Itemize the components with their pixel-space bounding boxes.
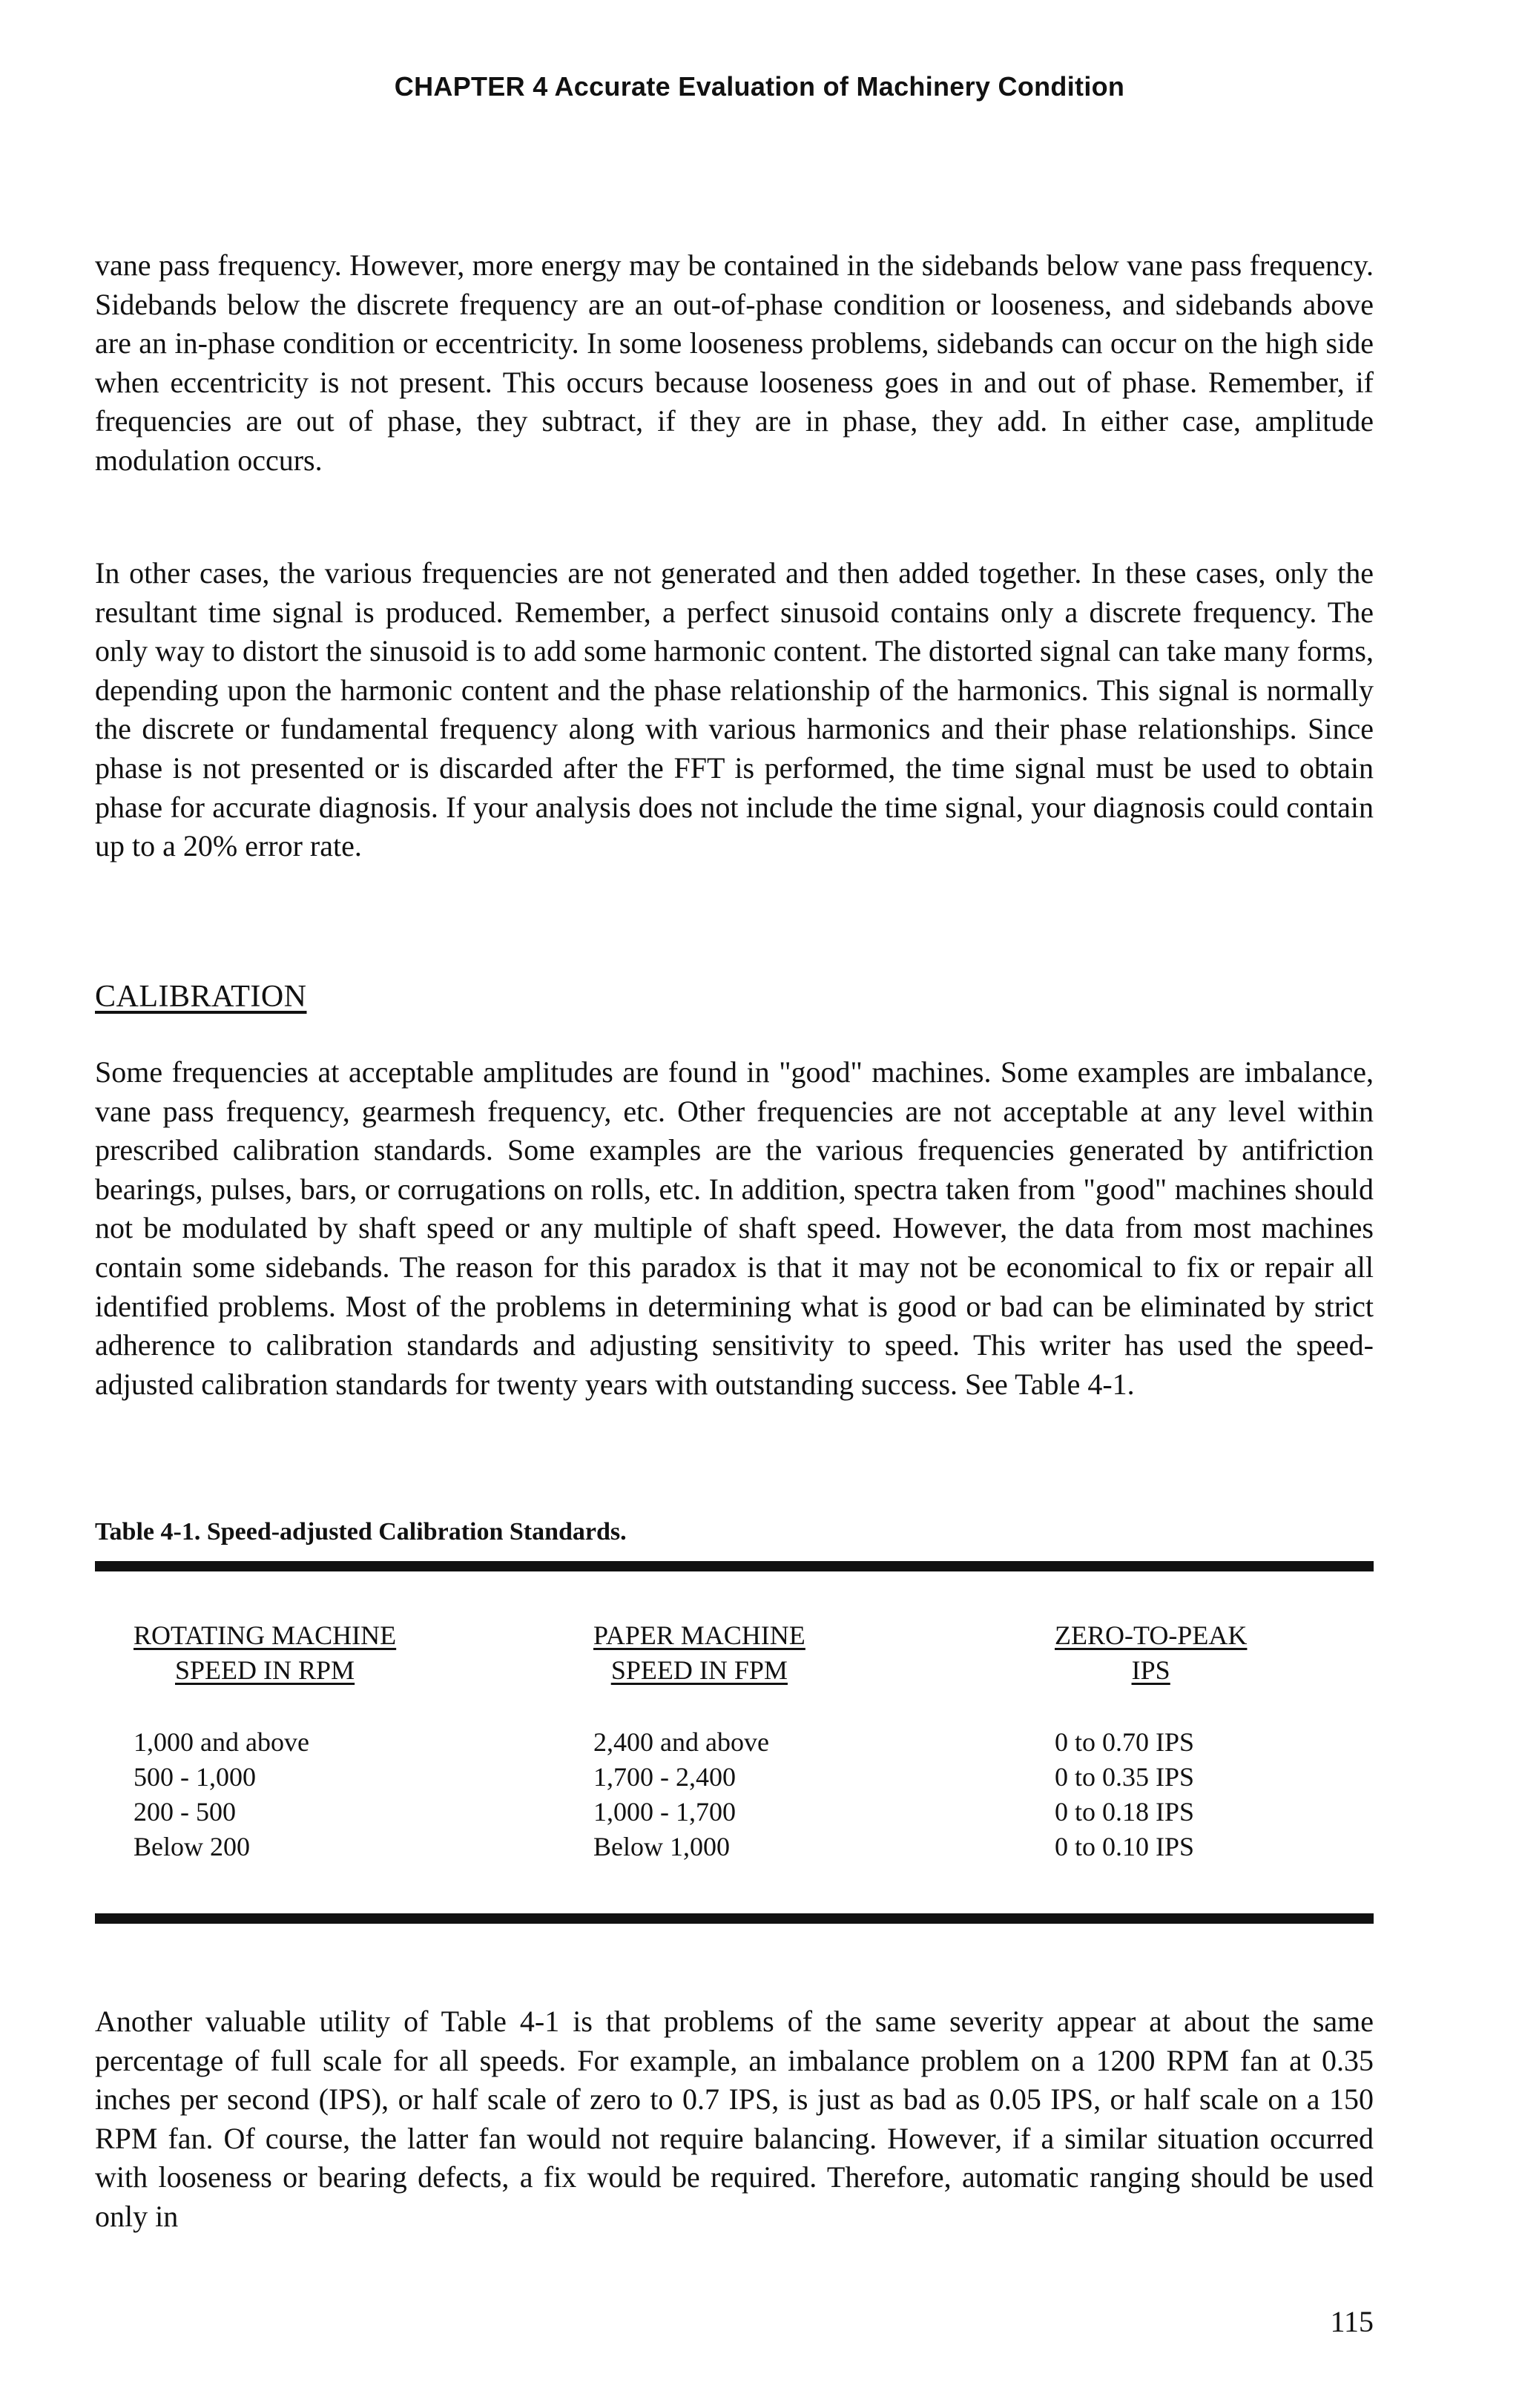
paragraph-vane-pass: vane pass frequency. However, more energy may be contained in the sidebands below vane pass frequency. Sidebands below the discrete frequency are an out-of-phase condition or looseness, and sidebands above are an in-phase condition or eccentricity. In some looseness problems, sidebands can occur on the high side when eccentricity is not present. This occurs because looseness goes in and out of phase. Remember, if frequencies are out of phase, they subtract, if they are in phase, they add. In either case, amplitude modulation occurs. <box>95 248 1374 477</box>
column-values <box>1055 1725 1247 1864</box>
column-header <box>134 1618 396 1688</box>
paragraph-time-signal: In other cases, the various frequencies are not generated and then added together. In these cases, only the resultant time signal is produced. Remember, a perfect sinusoid contains only a discrete frequency. The only way to distort the sinusoid is to add some harmonic content. The distorted signal can take many forms, depending upon the harmonic content and the phase relationship of the harmonics. This signal is normally the discrete or fundamental frequency along with various harmonics and their phase relationships. Since phase is not presented or is discarded after the FFT is performed, the time signal must be used to obtain phase for accurate diagnosis. If your analysis does not include the time signal, your diagnosis could contain up to a 20% error rate. <box>95 556 1374 863</box>
column-values <box>593 1725 805 1864</box>
column-header-line: ZERO-TO-PEAK <box>1055 1620 1248 1650</box>
paragraph-table-utility: Another valuable utility of Table 4-1 is that problems of the same severity appear at about the same percentage of full scale for all speeds. For example, an imbalance problem on a 1200 RPM fan at 0.35 inches per second (IPS), or half scale of zero to 0.7 IPS, is just as bad as 0.05 IPS, or half scale on a 150 RPM fan. Of course, the latter fan would not require balancing. However, if a similar situation occurred with looseness or bearing defects, a fix would be required. Therefore, automatic ranging should be used only in <box>95 2005 1374 2233</box>
running-head: CHAPTER 4 Accurate Evaluation of Machinery Condition <box>394 71 1125 102</box>
column-values <box>134 1725 396 1864</box>
page-number: 115 <box>1330 2305 1374 2338</box>
paragraph-calibration: Some frequencies at acceptable amplitudes are found in "good" machines. Some examples are imbalance, vane pass frequency, gearmesh frequency, etc. Other frequencies are not acceptable at any level within prescribed calibration standards. Some examples are the various frequencies generated by antifriction bearings, pulses, bars, or corrugations on rolls, etc. In addition, spectra taken from "good" machines should not be modulated by shaft speed or any multiple of shaft speed. However, the data from most machines contain some sidebands. The reason for this paradox is that it may not be economical to fix or repair all identified problems. Most of the problems in determining what is good or bad can be eliminated by strict adherence to calibration standards and adjusting sensitivity to speed. This writer has used the speed-adjusted calibration standards for twenty years with outstanding success. See Table 4-1. <box>95 1055 1374 1401</box>
table-cell: 1,000 and above <box>134 1727 309 1757</box>
table-caption: Table 4-1. Speed-adjusted Calibration Standards. <box>95 1518 627 1546</box>
table-cell: 500 - 1,000 <box>134 1762 256 1792</box>
column-header-line: SPEED IN RPM <box>175 1655 355 1685</box>
table-cell: 0 to 0.10 IPS <box>1055 1832 1195 1861</box>
table-cell: 2,400 and above <box>593 1727 769 1757</box>
table-top-rule <box>95 1561 1374 1571</box>
table-column-zero-to-peak <box>1055 1618 1247 1864</box>
table-column-paper-speed <box>593 1618 805 1864</box>
table-bottom-rule <box>95 1913 1374 1924</box>
column-header-line: PAPER MACHINE <box>593 1620 805 1650</box>
table-cell: 0 to 0.70 IPS <box>1055 1727 1195 1757</box>
column-header <box>593 1618 805 1688</box>
section-heading-calibration: CALIBRATION <box>95 980 307 1014</box>
table-cell: 200 - 500 <box>134 1797 236 1827</box>
table-cell: 1,000 - 1,700 <box>593 1797 736 1827</box>
column-header-line: ROTATING MACHINE <box>134 1620 397 1650</box>
table-cell: Below 1,000 <box>593 1832 730 1861</box>
table-cell: 1,700 - 2,400 <box>593 1762 736 1792</box>
column-header-line: IPS <box>1131 1655 1170 1685</box>
column-header <box>1055 1618 1247 1688</box>
table-column-rotating-speed <box>134 1618 396 1864</box>
column-header-line: SPEED IN FPM <box>610 1655 788 1685</box>
table-cell: Below 200 <box>134 1832 250 1861</box>
table-cell: 0 to 0.35 IPS <box>1055 1762 1195 1792</box>
table-cell: 0 to 0.18 IPS <box>1055 1797 1195 1827</box>
